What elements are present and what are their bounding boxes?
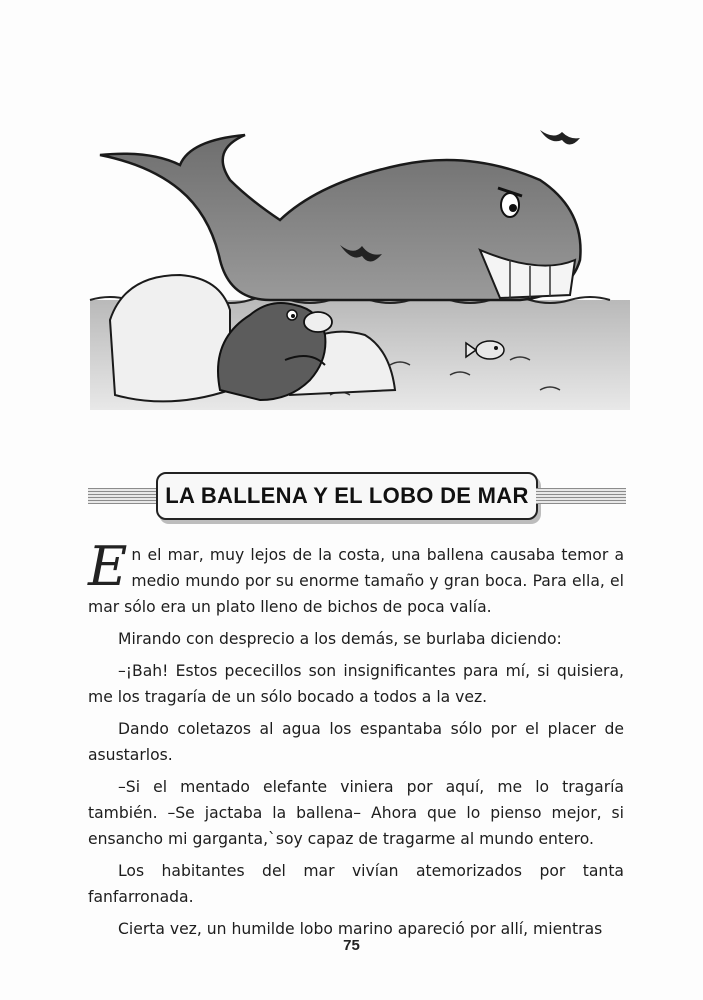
banner-stripe-left <box>88 488 158 504</box>
paragraph: Dando coletazos al agua los espantaba sólo por el placer de asustarlos. <box>88 720 624 764</box>
paragraph: Cierta vez, un humilde lobo marino apareció por allí, mientras <box>118 920 603 938</box>
drop-cap: E <box>88 535 128 598</box>
banner-stripe-right <box>536 488 626 504</box>
paragraph: En el mar, muy lejos de la costa, una ballena causaba temor a medio mundo por su enorme tamaño y gran boca. Para ella, el mar sólo era un plato lleno de bichos de poca valía. <box>88 535 624 616</box>
paragraph: Los habitantes del mar vivían atemorizados por tanta fanfarronada. <box>88 862 624 906</box>
paragraph: –¡Bah! Estos pececillos son insignificantes para mí, si quisiera, me los tragaría de un sólo bocado a todos a la vez. <box>88 662 624 706</box>
story-text <box>88 535 624 948</box>
title-box <box>156 472 538 520</box>
title-banner <box>88 470 626 522</box>
paragraph: –Si el mentado elefante viniera por aquí, me lo tragaría también. –Se jactaba la ballena– Ahora que lo pienso mejor, si ensancho mi garganta,`soy capaz de tragarme al mundo entero. <box>88 778 624 848</box>
whale-sea-lion-illustration <box>70 110 630 420</box>
page-number: 75 <box>343 937 360 954</box>
paragraph: Mirando con desprecio a los demás, se burlaba diciendo: <box>118 630 562 648</box>
story-title: LA BALLENA Y EL LOBO DE MAR <box>165 483 529 508</box>
